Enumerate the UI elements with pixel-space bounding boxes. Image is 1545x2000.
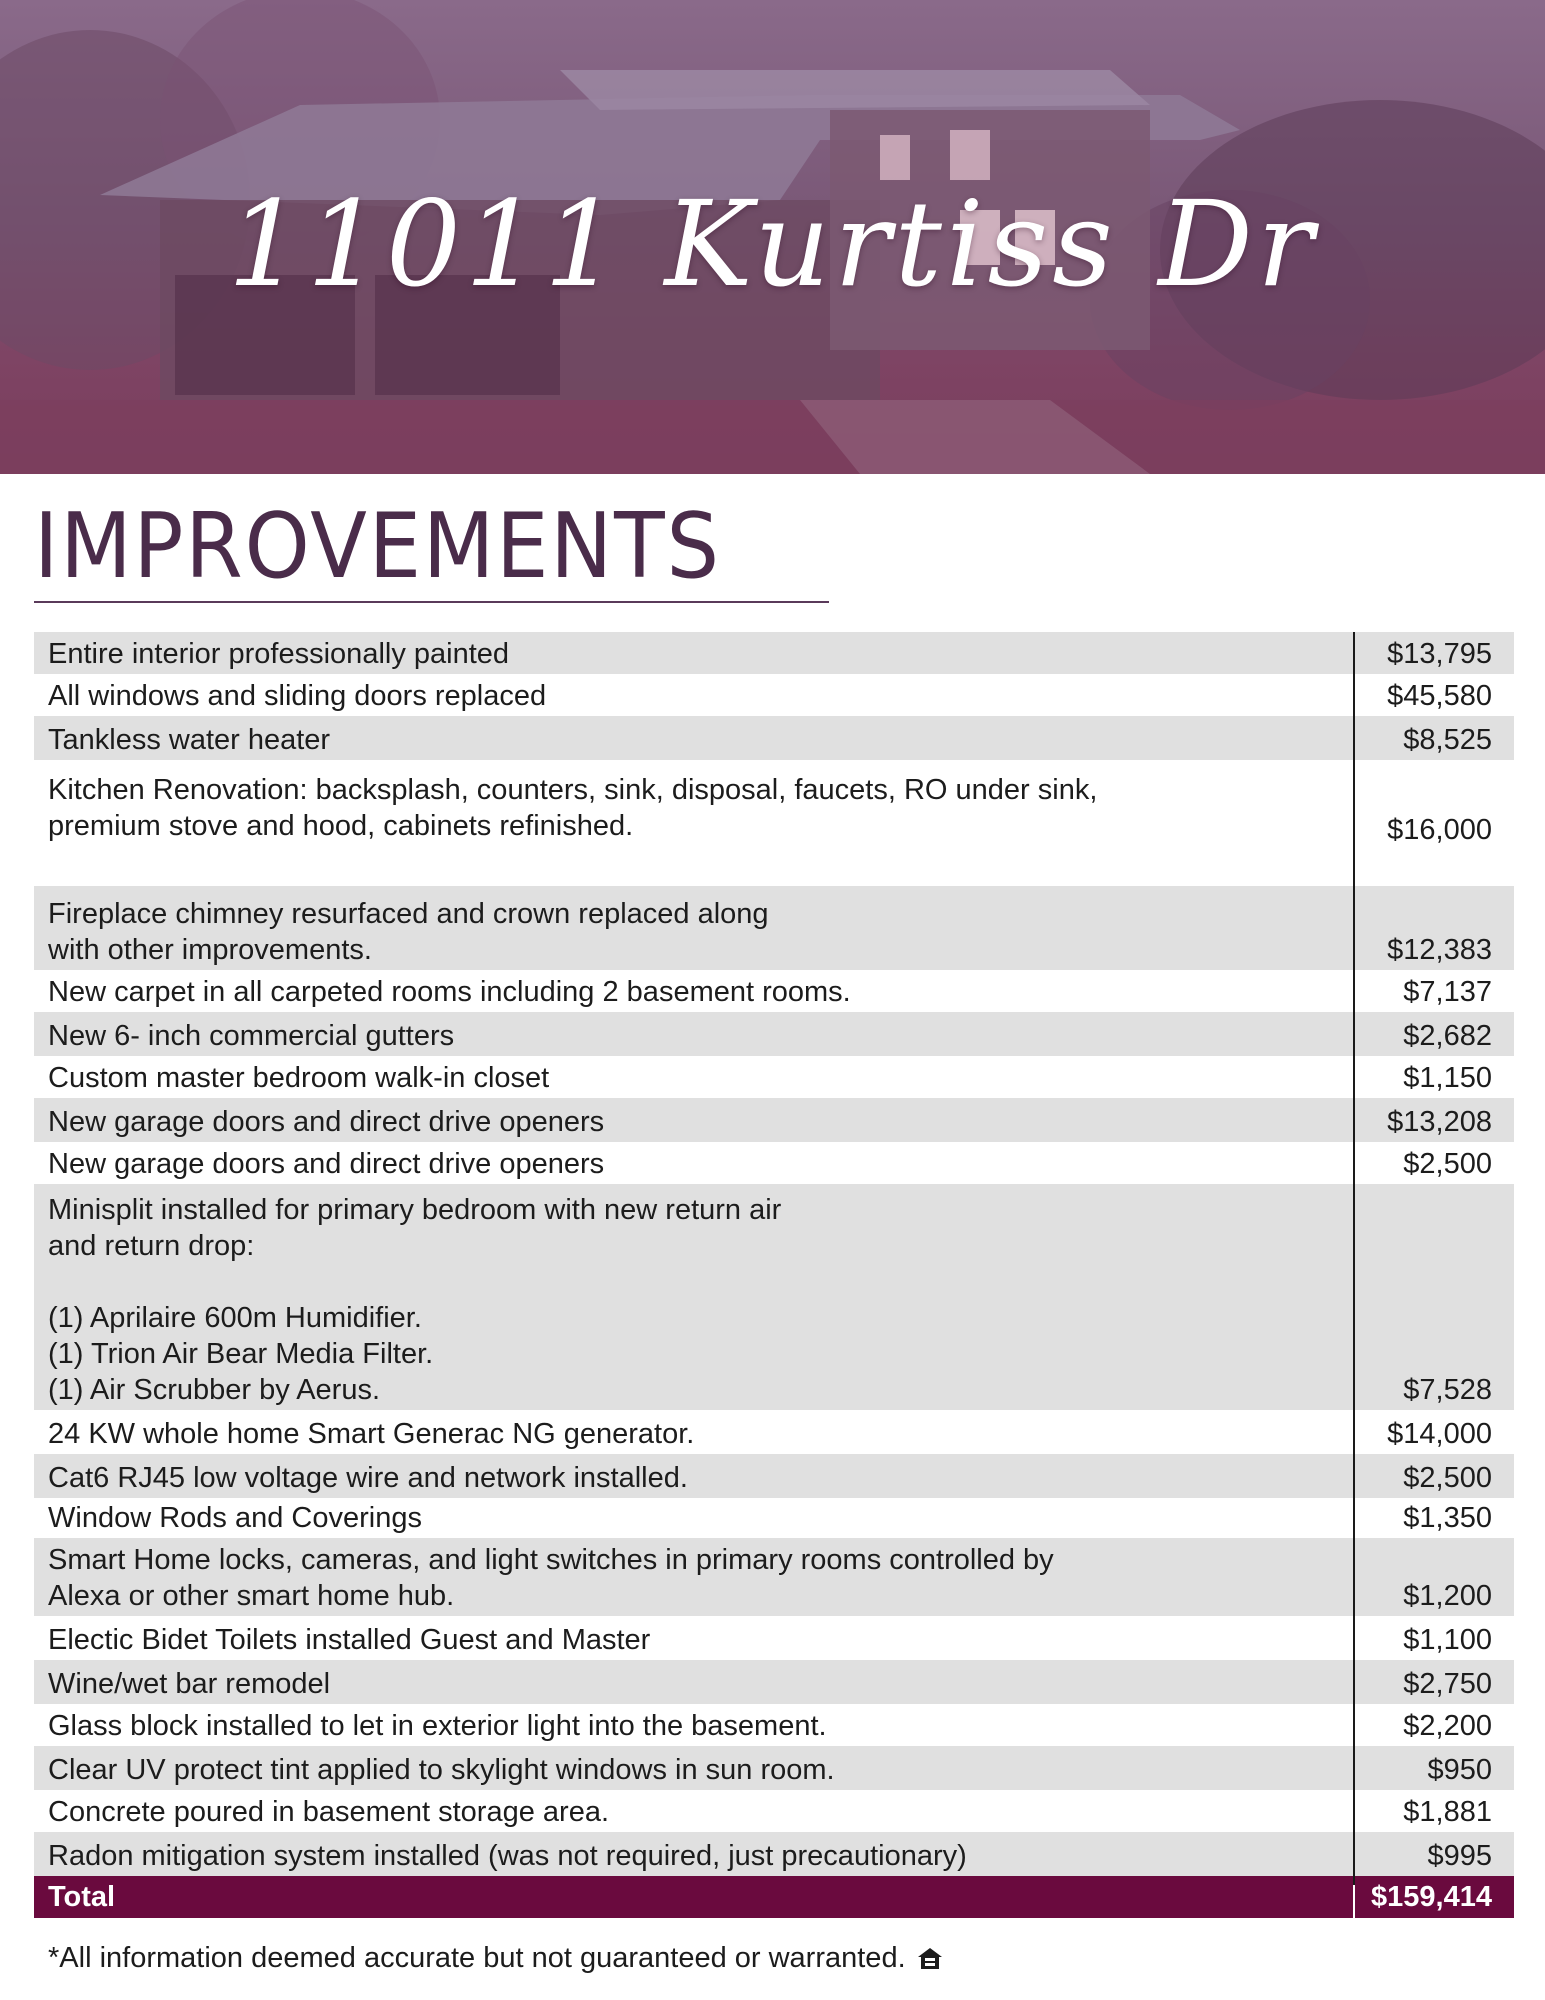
table-row — [34, 1498, 1514, 1538]
improvement-description: Electic Bidet Toilets installed Guest and Master — [48, 1624, 651, 1656]
improvement-amount: $7,137 — [1403, 976, 1492, 1008]
improvement-amount: $13,208 — [1387, 1106, 1492, 1138]
improvement-description: Glass block installed to let in exterior light into the basement. — [48, 1710, 827, 1742]
improvement-amount: $950 — [1427, 1754, 1492, 1786]
table-row — [34, 760, 1514, 886]
disclaimer-text: *All information deemed accurate but not guaranteed or warranted. — [48, 1942, 906, 1974]
improvement-amount: $1,881 — [1403, 1796, 1492, 1828]
table-row — [34, 1454, 1514, 1498]
improvement-description: Clear UV protect tint applied to skylight windows in sun room. — [48, 1754, 835, 1786]
table-row — [34, 632, 1514, 674]
improvement-amount: $1,150 — [1403, 1062, 1492, 1094]
improvement-description: Minisplit installed for primary bedroom with new return air and return drop: (1) Aprilaire 600m Humidifier. (1) Trion Air Bear Media Filter. (1) Air Scrubber by Aerus. — [48, 1194, 782, 1406]
table-row — [34, 1746, 1514, 1790]
improvement-description: Cat6 RJ45 low voltage wire and network installed. — [48, 1462, 688, 1494]
improvement-description: Tankless water heater — [48, 724, 331, 756]
section-title: IMPROVEMENTS — [34, 494, 721, 599]
improvement-amount: $12,383 — [1387, 934, 1492, 966]
total-row — [34, 1876, 1514, 1918]
improvement-description: Kitchen Renovation: backsplash, counters, sink, disposal, faucets, RO under sink, premium stove and hood, cabinets refinished. — [48, 774, 1098, 842]
improvement-amount: $45,580 — [1387, 680, 1492, 712]
disclaimer — [48, 1942, 944, 1975]
improvement-amount: $7,528 — [1403, 1374, 1492, 1406]
total-amount: $159,414 — [1371, 1881, 1492, 1913]
section-title-underline — [34, 601, 829, 603]
improvement-description: Window Rods and Coverings — [48, 1502, 422, 1534]
table-row — [34, 970, 1514, 1012]
table-row — [34, 1660, 1514, 1704]
improvement-description: 24 KW whole home Smart Generac NG generator. — [48, 1418, 695, 1450]
table-row — [34, 1538, 1514, 1616]
table-row — [34, 1184, 1514, 1410]
improvement-amount: $1,100 — [1403, 1624, 1492, 1656]
improvement-description: New garage doors and direct drive openers — [48, 1106, 605, 1138]
improvement-description: Radon mitigation system installed (was not required, just precautionary) — [48, 1840, 967, 1872]
improvement-description: Smart Home locks, cameras, and light switches in primary rooms controlled by Alexa or other smart home hub. — [48, 1544, 1054, 1612]
improvement-amount: $2,500 — [1403, 1148, 1492, 1180]
total-label: Total — [48, 1881, 116, 1913]
property-address: 11011 Kurtiss Dr — [227, 175, 1318, 313]
improvement-amount: $995 — [1427, 1840, 1492, 1872]
improvement-description: New garage doors and direct drive openers — [48, 1148, 605, 1180]
table-row — [34, 716, 1514, 760]
improvement-amount: $16,000 — [1387, 814, 1492, 846]
improvement-amount: $1,200 — [1403, 1580, 1492, 1612]
table-row — [34, 1790, 1514, 1832]
table-row — [34, 1832, 1514, 1876]
improvement-description: Wine/wet bar remodel — [48, 1668, 331, 1700]
table-row — [34, 1616, 1514, 1660]
table-row — [34, 674, 1514, 716]
table-row — [34, 1410, 1514, 1454]
improvement-amount: $13,795 — [1387, 638, 1492, 670]
improvements-table — [34, 632, 1514, 1918]
table-row — [34, 1142, 1514, 1184]
improvement-amount: $2,500 — [1403, 1462, 1492, 1494]
improvement-amount: $8,525 — [1403, 724, 1492, 756]
improvement-amount: $2,200 — [1403, 1710, 1492, 1742]
improvement-amount: $2,750 — [1403, 1668, 1492, 1700]
table-row — [34, 1704, 1514, 1746]
improvement-description: All windows and sliding doors replaced — [48, 680, 547, 712]
table-row — [34, 1012, 1514, 1056]
table-row — [34, 1098, 1514, 1142]
improvement-description: New 6- inch commercial gutters — [48, 1020, 455, 1052]
hero-banner — [0, 0, 1545, 474]
table-row — [34, 886, 1514, 970]
improvement-amount: $14,000 — [1387, 1418, 1492, 1450]
improvement-description: Custom master bedroom walk-in closet — [48, 1062, 550, 1094]
total-column-divider — [1353, 1885, 1355, 1927]
column-divider — [1353, 632, 1355, 1927]
improvement-description: Entire interior professionally painted — [48, 638, 510, 670]
improvement-amount: $1,350 — [1403, 1502, 1492, 1534]
improvement-amount: $2,682 — [1403, 1020, 1492, 1052]
improvement-description: New carpet in all carpeted rooms including 2 basement rooms. — [48, 976, 851, 1008]
improvement-description: Fireplace chimney resurfaced and crown replaced along with other improvements. — [48, 898, 769, 966]
equal-housing-icon — [916, 1945, 944, 1973]
table-row — [34, 1056, 1514, 1098]
improvement-description: Concrete poured in basement storage area. — [48, 1796, 610, 1828]
